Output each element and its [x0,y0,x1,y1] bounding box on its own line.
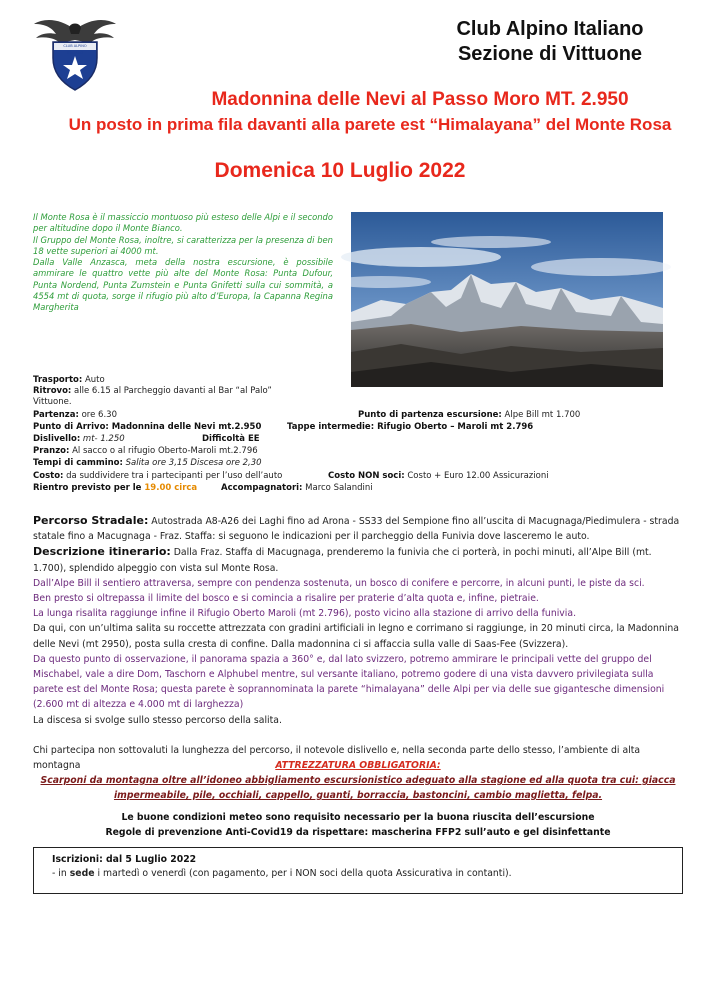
club-name: Club Alpino Italiano [456,18,644,40]
itinerary-paragraph: Dall’Alpe Bill il sentiero attraversa, sempre con pendenza sostenuta, un bosco di conifere e percorre, in alcuni punti, le piste da sci. [33,577,645,589]
itinerary-paragraph: Ben presto si oltrepassa il limite del bosco e si comincia a risalire per praterie d’alta quota e, infine, pietraie. [33,593,539,605]
equipment-list: Scarponi da montagna oltre all’idoneo abbigliamento escursionistico adeguato alla stagione ed alla quota tra cui: giacca impermeabile, pile, occhiali, cappello, guanti, borraccia, bastoncini, cambio maglietta, felpa. [40,775,676,801]
club-heading [400,17,700,67]
partenza: Partenza: ore 6.30 [33,410,117,420]
itinerary-description [33,513,683,773]
event-subtitle: Un posto in prima fila davanti alla parete est “Himalayana” del Monte Rosa [68,115,672,134]
itinerary-paragraph: Da questo punto di osservazione, il panorama spazia a 360° e, dal lato svizzero, potremo ammirare le principali vette del gruppo del Mischabel, vale a dire Dom, Taschorn e Alphubel mentre, sul versante italiano, potremo godere di una vista davvero privilegiata sulla parete est del Monte Rosa; questa parete è soprannominata la parete “himalayana” delle Alpi per via delle sue gigantesche dimensioni (2.600 mt di altezza e 4.000 mt di larghezza) [33,653,665,711]
rientro: Rientro previsto per le 19.00 circa [33,483,198,493]
intro-text [33,212,333,314]
trasporto: Trasporto: Auto [33,375,105,385]
covid-note: Regole di prevenzione Anti-Covid19 da rispettare: mascherina FFP2 sull’auto e gel disinfettante [105,827,611,838]
intro-paragraph: Il Gruppo del Monte Rosa, inoltre, si caratterizza per la presenza di ben 18 vette superiori ai 4000 mt. [33,234,333,256]
weather-note: Le buone condizioni meteo sono requisito necessario per la buona riuscita dell’escursione [121,812,595,823]
equipment-section [33,758,683,803]
registration-box [33,847,683,894]
descrizione-itinerario: Descrizione itinerario: Dalla Fraz. Staffa di Macugnaga, prenderemo la funivia che ci porterà, in pochi minuti, all’Alpe Bill (mt. 1.700), splendido alpeggio con vista sul Monte Rosa. [33,545,652,574]
dislivello: Dislivello: mt- 1.250 [33,434,125,444]
punto-arrivo: Punto di Arrivo: Madonnina delle Nevi mt.2.950 [33,422,262,432]
tappe-intermedie: Tappe intermedie: Rifugio Oberto – Maroli mt 2.796 [287,422,534,432]
registration-text: - in sede i martedì o venerdì (con pagamento, per i NON soci della quota Assicurativa in contanti). [52,868,512,879]
percorso-stradale: Percorso Stradale: Autostrada A8-A26 dei Laghi fino ad Arona - SS33 del Sempione fino all’uscita di Macugnaga/Piedimulera - strada statale fino a Macugnaga - Fraz. Staffa: si seguono le indicazioni per il parcheggio della Funivia dove lasceremo le auto. [33,514,680,543]
intro-paragraph: Il Monte Rosa è il massiccio montuoso più esteso delle Alpi e il secondo per altitudine dopo il Monte Bianco. [33,212,333,234]
itinerary-paragraph: La lunga risalita raggiunge infine il Rifugio Oberto Maroli (mt 2.796), posto vicino alla stazione di arrivo della funivia. [33,608,577,620]
club-section: Sezione di Vittuone [457,43,643,65]
itinerary-paragraph: Da qui, con un’ultima salita su roccette attrezzata con gradini artificiali in legno e corrimano si raggiunge, in 20 minuti circa, la Madonnina delle Nevi (mt 2950), posta sulla cresta di confine. Dalla madonnina ci si affaccia sulla valle di Saas-Fee (Svizzera). [33,623,679,650]
accompagnatori: Accompagnatori: Marco Salandini [221,483,373,493]
punto-partenza: Punto di partenza escursione: Alpe Bill mt 1.700 [358,410,581,420]
registration-title: Iscrizioni: dal 5 Luglio 2022 [52,854,197,865]
itinerary-paragraph: La discesa si svolge sullo stesso percorso della salita. [33,714,282,726]
ritrovo-city: Vittuone. [33,397,72,407]
difficolta: Difficoltà EE [202,434,260,444]
intro-paragraph: Dalla Valle Anzasca, meta della nostra escursione, è possibile ammirare le quattro vette più alte del Monte Rosa: Punta Dufour, Punta Nordend, Punta Zumstein e Punta Gnifetti sulla cui sommità, a 4554 mt di quota, sorge il rifugio più alto d’Europa, la Capanna Regina Margherita [33,257,333,313]
event-title: Madonnina delle Nevi al Passo Moro MT. 2.950 [211,89,629,110]
equipment-title: ATTREZZATURA OBBLIGATORIA: [275,760,441,771]
costo: Costo: da suddividere tra i partecipanti per l’uso dell’auto [33,471,283,481]
logo-text: CLUB ALPINO ITALIANO [63,44,87,55]
monte-rosa-photo [351,212,663,387]
cai-logo [30,12,120,92]
pranzo: Pranzo: Al sacco o al rifugio Oberto-Maroli mt.2.796 [33,446,258,456]
costo-non-soci: Costo NON soci: Costo + Euro 12.00 Assicurazioni [328,471,549,481]
warning-paragraph: Chi partecipa non sottovaluti la lunghezza del percorso, il notevole dislivello e, nella seconda parte dello stesso, l’ambiente di alta montagna [33,744,641,772]
conditions-note [33,810,683,840]
event-date: Domenica 10 Luglio 2022 [214,159,466,182]
tempi-cammino: Tempi di cammino: Salita ore 3,15 Discesa ore 2,30 [33,458,262,468]
ritrovo: Ritrovo: alle 6.15 al Parcheggio davanti al Bar “al Palo” [33,386,272,396]
